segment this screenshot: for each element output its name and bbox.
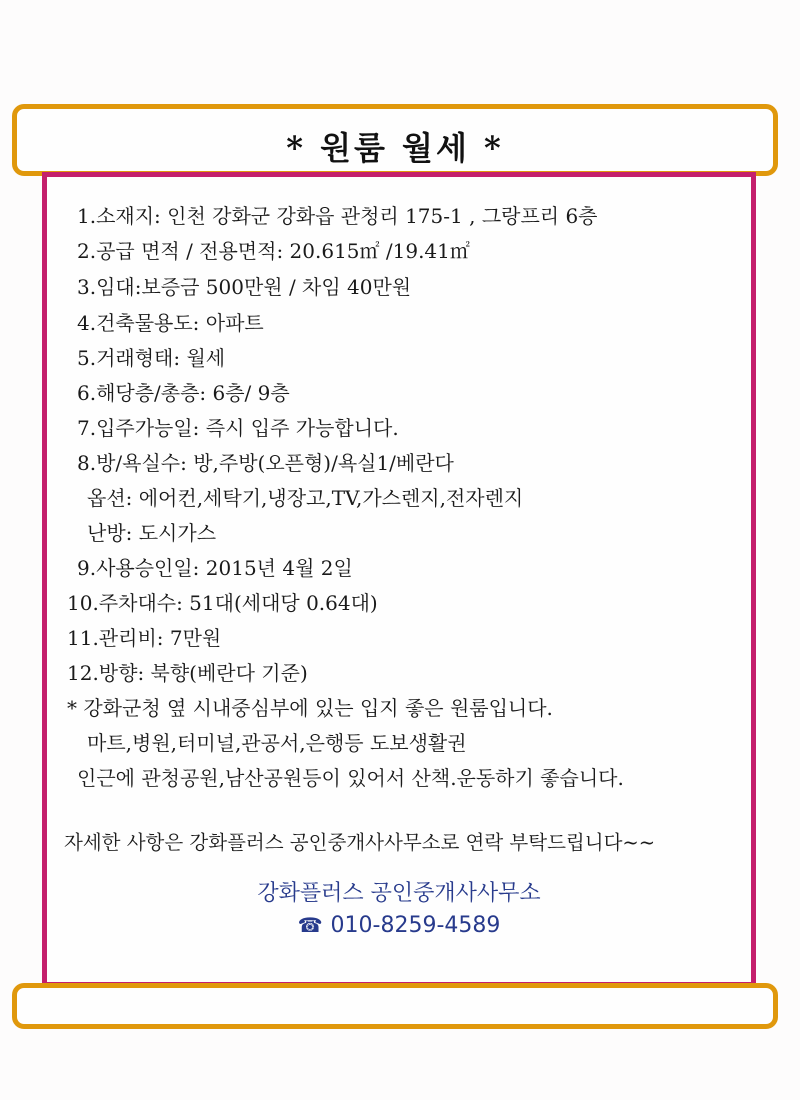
detail-area: 2.공급 면적 / 전용면적: 20.615㎡ /19.41㎡ — [77, 239, 470, 263]
detail-location: 1.소재지: 인천 강화군 강화읍 관청리 175-1 , 그랑프리 6층 — [77, 204, 598, 228]
listing-panel — [42, 172, 756, 987]
detail-approval-date: 9.사용승인일: 2015년 4월 2일 — [77, 556, 353, 580]
page-title: * 원룸 월세 * — [286, 129, 504, 167]
detail-move-in: 7.입주가능일: 즉시 입주 가능합니다. — [77, 416, 399, 440]
footer-banner — [12, 983, 778, 1029]
detail-floor: 6.해당층/총층: 6층/ 9층 — [77, 381, 290, 405]
detail-transaction-type: 5.거래형태: 월세 — [77, 346, 226, 370]
note-location: * 강화군청 옆 시내중심부에 있는 입지 좋은 원룸입니다. — [67, 696, 553, 720]
phone-icon: ☎ — [297, 913, 323, 937]
office-name: 강화플러스 공인중개사사무소 — [257, 881, 541, 906]
detail-heating: 난방: 도시가스 — [87, 521, 217, 545]
note-parks: 인근에 관청공원,남산공원등이 있어서 산책.운동하기 좋습니다. — [77, 766, 624, 790]
detail-options: 옵션: 에어컨,세탁기,냉장고,TV,가스렌지,전자렌지 — [87, 486, 524, 510]
phone-number: 010-8259-4589 — [330, 913, 501, 938]
detail-parking: 10.주차대수: 51대(세대당 0.64대) — [67, 591, 378, 615]
detail-rooms: 8.방/욕실수: 방,주방(오픈형)/욕실1/베란다 — [77, 451, 454, 475]
phone-row — [47, 913, 751, 938]
note-amenities: 마트,병원,터미널,관공서,은행등 도보생활권 — [87, 731, 467, 755]
header-banner — [12, 104, 778, 176]
detail-rent: 3.임대:보증금 500만원 / 차임 40만원 — [77, 275, 412, 299]
closing-message: 자세한 사항은 강화플러스 공인중개사사무소로 연락 부탁드립니다~~ — [64, 831, 656, 854]
detail-direction: 12.방향: 북향(베란다 기준) — [67, 661, 308, 685]
detail-management-fee: 11.관리비: 7만원 — [67, 626, 222, 650]
detail-building-use: 4.건축물용도: 아파트 — [77, 311, 264, 335]
